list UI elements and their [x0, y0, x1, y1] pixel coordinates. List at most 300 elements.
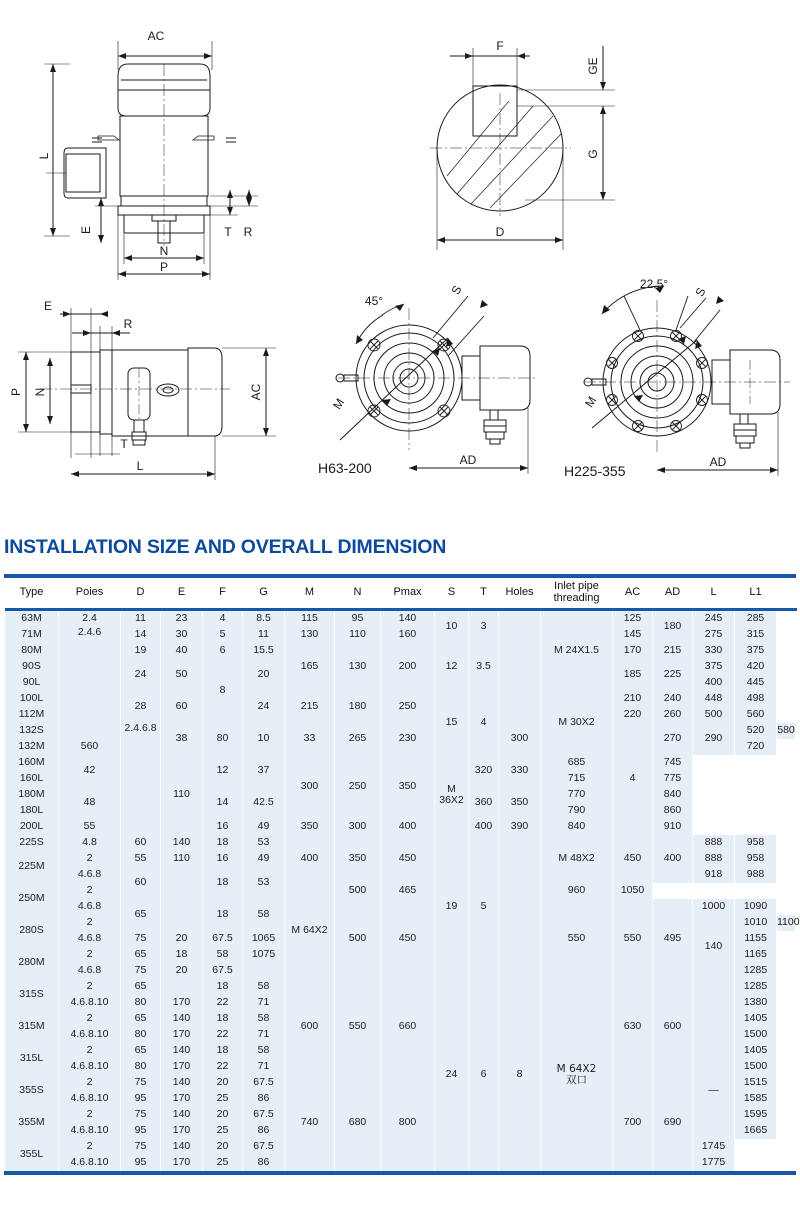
cell-type: 160M — [5, 755, 59, 771]
cell-d: 42 — [59, 755, 121, 787]
cell-l: 520 — [735, 723, 777, 739]
cell-poies: 2 — [59, 883, 121, 899]
cell-e — [161, 867, 203, 931]
cell-l: 960 — [541, 883, 613, 899]
cell-d: 55 — [59, 819, 121, 835]
cell-inlet: M 48X2 — [541, 835, 613, 883]
table-row — [5, 723, 796, 739]
col-header-inlet-pipe-threading — [541, 578, 613, 608]
cell-ad: 180 — [653, 611, 693, 643]
col-header-m: M — [285, 578, 335, 608]
cell-l1: 988 — [735, 867, 777, 883]
cell-g: 58 — [243, 899, 285, 931]
cell-g: 49 — [243, 819, 285, 835]
cell-d: 75 — [121, 963, 161, 979]
cell-d: 65 — [121, 899, 161, 931]
cell-type: 132S — [5, 723, 59, 739]
cell-g: 67.5 — [243, 1075, 285, 1091]
cell-l1: 775 — [653, 771, 693, 787]
col-header-poies: Poies — [59, 578, 121, 608]
cell-e: 110 — [161, 851, 203, 867]
dim-label-p: P — [159, 260, 169, 274]
cell-l1: 745 — [653, 755, 693, 771]
cell-d: 60 — [121, 835, 161, 851]
cell-g: 20 — [243, 659, 285, 691]
cell-g: 67.5 — [243, 1107, 285, 1123]
cell-l: 560 — [59, 739, 121, 755]
cell-d: 65 — [121, 1043, 161, 1059]
cell-f: 8 — [203, 659, 243, 723]
cell-poies: 4.6.8.10 — [59, 1091, 121, 1107]
cell-ac: 360 — [469, 787, 499, 819]
cell-pmax: 450 — [381, 835, 435, 883]
cell-pmax: 140 — [381, 611, 435, 627]
cell-e: 110 — [161, 755, 203, 835]
cell-e: 140 — [161, 1139, 203, 1155]
cell-l1: 910 — [653, 819, 693, 835]
cell-l: 400 — [693, 675, 735, 691]
cell-d: 65 — [121, 947, 161, 963]
cell-type: 355S — [5, 1075, 59, 1107]
cell-poies: 2 — [59, 947, 121, 963]
cell-d: 75 — [121, 1075, 161, 1091]
cell-l: 840 — [541, 819, 613, 835]
cell-l1: 285 — [735, 611, 777, 627]
dim-label-t2: T — [120, 437, 128, 451]
col-header-l: L — [693, 578, 735, 608]
cell-l — [693, 995, 735, 1011]
cell-poies: 2 — [59, 1011, 121, 1027]
flange-caption-h63-200: H63-200 — [318, 460, 372, 476]
cell-poies: 2.4.6.8 — [121, 723, 161, 835]
cell-poies: 2.4.6 — [59, 627, 121, 739]
cell-d: 28 — [121, 691, 161, 723]
cell-l1: 1155 — [735, 931, 777, 947]
cell-poies: 2 — [59, 851, 121, 867]
cell-ad: 400 — [653, 835, 693, 883]
cell-f: 22 — [203, 1027, 243, 1043]
cell-l1: 580 — [777, 723, 796, 739]
cell-e: 140 — [161, 1011, 203, 1027]
cell-t: 6 — [469, 979, 499, 1171]
cell-l1: 445 — [735, 675, 777, 691]
cell-n: 680 — [335, 1075, 381, 1171]
cell-f: 25 — [203, 1123, 243, 1139]
cell-g: 53 — [243, 835, 285, 851]
cell-e: 60 — [161, 691, 203, 723]
drawing-flange-h225-355 — [562, 278, 800, 493]
cell-g: 37 — [243, 755, 285, 787]
spec-table-body — [5, 611, 800, 1171]
col-header-e: E — [161, 578, 203, 608]
cell-g: 67.5 — [203, 931, 243, 947]
cell-ad: 330 — [499, 755, 541, 787]
cell-l — [693, 1027, 735, 1043]
drawing-flange-h63-200 — [312, 278, 562, 493]
cell-l1: 958 — [735, 835, 777, 851]
cell-l1: 1090 — [735, 899, 777, 915]
cell-l1: 1775 — [693, 1155, 735, 1171]
cell-type: 315L — [5, 1043, 59, 1075]
cell-holes — [499, 835, 541, 979]
cell-holes: 4 — [613, 723, 653, 835]
cell-g: 58 — [203, 947, 243, 963]
cell-poies: 2.4 — [59, 611, 121, 627]
cell-n: 450 — [381, 899, 435, 979]
cell-g: 58 — [243, 1011, 285, 1027]
cell-d: 19 — [121, 643, 161, 659]
cell-d: 95 — [121, 1091, 161, 1107]
cell-e — [161, 979, 203, 995]
cell-ad: 495 — [653, 899, 693, 979]
cell-l1: 375 — [735, 643, 777, 659]
col-header-type: Type — [5, 578, 59, 608]
cell-n: 550 — [335, 979, 381, 1075]
cell-m: 165 — [285, 643, 335, 691]
cell-poies: 4.6.8 — [59, 931, 121, 947]
cell-e: 30 — [161, 627, 203, 643]
cell-f: 20 — [203, 1107, 243, 1123]
cell-type: 180L — [5, 803, 59, 819]
cell-pmax: 800 — [381, 1075, 435, 1171]
dim-label-r2: R — [123, 317, 133, 331]
dim-label-ge: GE — [586, 57, 600, 75]
cell-f: 18 — [161, 947, 203, 963]
cell-t: 3 — [469, 611, 499, 643]
cell-l1: 1405 — [735, 1011, 777, 1027]
table-row — [5, 835, 796, 851]
cell-l1: 1500 — [735, 1059, 777, 1075]
cell-type: 71M — [5, 627, 59, 643]
cell-m: 500 — [335, 899, 381, 979]
cell-f: 18 — [203, 979, 243, 995]
cell-type: 160L — [5, 771, 59, 787]
cell-e: 170 — [161, 1027, 203, 1043]
cell-ac: 550 — [613, 899, 653, 979]
cell-d: 95 — [121, 1123, 161, 1139]
cell-g: 71 — [243, 1027, 285, 1043]
cell-pmax: 660 — [381, 979, 435, 1075]
dim-label-e2: E — [43, 299, 53, 313]
cell-s: 12 — [435, 643, 469, 691]
cell-n: 180 — [335, 691, 381, 723]
cell-l: — — [693, 1043, 735, 1139]
cell-e: 140 — [161, 1043, 203, 1059]
cell-l1: 720 — [735, 739, 777, 755]
cell-ac: 125 — [613, 611, 653, 627]
cell-type: 225S — [5, 835, 59, 851]
cell-poies: 2 — [59, 1043, 121, 1059]
cell-f: 4 — [203, 611, 243, 627]
cell-ac: 220 — [613, 707, 653, 723]
cell-type: 90L — [5, 675, 59, 691]
cell-poies: 2 — [59, 915, 121, 931]
cell-g: 8.5 — [243, 611, 285, 627]
cell-g: 33 — [285, 723, 335, 755]
cell-type: 250M — [5, 883, 59, 915]
cell-poies: 4.6.8 — [59, 899, 121, 915]
cell-type: 200L — [5, 819, 59, 835]
cell-type: 280S — [5, 915, 59, 947]
cell-f: 16 — [203, 819, 243, 835]
cell-poies: 2 — [59, 1139, 121, 1155]
dim-label-e: E — [79, 225, 93, 235]
spec-table-wrapper — [4, 574, 800, 1175]
cell-f: 18 — [203, 835, 243, 851]
cell-d: 75 — [121, 1107, 161, 1123]
dim-label-ad2: AD — [709, 455, 727, 469]
cell-pmax: 400 — [381, 819, 435, 835]
cell-poies: 4.6.8.10 — [59, 1155, 121, 1171]
cell-poies: 4.6.8.10 — [59, 1123, 121, 1139]
cell-ac: 145 — [613, 627, 653, 643]
cell-l1: 1100 — [777, 915, 796, 931]
cell-s: 19 — [435, 835, 469, 979]
cell-ad: 350 — [499, 787, 541, 819]
dim-label-s: S — [448, 283, 465, 297]
cell-pmax: 160 — [381, 627, 435, 643]
cell-d: 95 — [121, 1155, 161, 1171]
col-header-f: F — [203, 578, 243, 608]
col-header-d: D — [121, 578, 161, 608]
dim-label-ac: AC — [147, 29, 165, 43]
cell-g: 58 — [243, 979, 285, 995]
cell-ad: 390 — [499, 819, 541, 835]
cell-d: 24 — [121, 659, 161, 691]
cell-s: 10 — [435, 611, 469, 643]
cell-g: 11 — [243, 627, 285, 643]
table-bottom-rule — [4, 1171, 796, 1175]
drawing-front-view — [0, 8, 300, 288]
cell-n: 300 — [335, 819, 381, 835]
cell-l1: 315 — [735, 627, 777, 643]
col-header-ac: AC — [613, 578, 653, 608]
cell-l1: 498 — [735, 691, 777, 707]
cell-pmax: 300 — [499, 723, 541, 755]
cell-inlet — [541, 979, 613, 1171]
cell-f: 25 — [203, 1091, 243, 1107]
cell-m: 740 — [285, 1075, 335, 1171]
cell-d: 75 — [121, 931, 161, 947]
cell-m: 350 — [285, 819, 335, 835]
cell-d: 80 — [121, 1059, 161, 1075]
dim-label-l2: L — [136, 459, 144, 473]
table-row — [5, 899, 796, 915]
dim-label-n: N — [159, 244, 169, 258]
cell-d: 80 — [121, 1027, 161, 1043]
cell-l1: 1595 — [735, 1107, 777, 1123]
cell-d: 60 — [121, 867, 161, 899]
cell-e: 140 — [161, 1107, 203, 1123]
cell-f: 20 — [161, 931, 203, 947]
dim-label-d: D — [495, 225, 505, 239]
cell-inlet: M 36X2 — [435, 755, 469, 835]
col-header-inlet-line1: Inlet pipe — [554, 580, 599, 593]
cell-pmax: 350 — [381, 755, 435, 819]
cell-l: 275 — [693, 627, 735, 643]
cell-pmax: 550 — [541, 899, 613, 979]
cell-l1: 958 — [735, 851, 777, 867]
cell-m: 600 — [285, 979, 335, 1075]
cell-e: 170 — [161, 1155, 203, 1171]
inlet-last-line2: 双口 — [566, 1074, 587, 1086]
cell-type: 63M — [5, 611, 59, 627]
cell-l1: 1380 — [735, 995, 777, 1011]
cell-g: 71 — [243, 1059, 285, 1075]
cell-e: 80 — [203, 723, 243, 755]
cell-l: 918 — [693, 867, 735, 883]
cell-n: 350 — [335, 835, 381, 883]
cell-e: 23 — [161, 611, 203, 627]
cell-ac: 185 — [613, 659, 653, 691]
cell-n: 230 — [381, 723, 435, 755]
cell-poies: 4.6.8.10 — [59, 995, 121, 1011]
cell-g: 42.5 — [243, 787, 285, 819]
cell-g: 86 — [243, 1155, 285, 1171]
dim-label-m2: M — [582, 393, 600, 410]
cell-ad: 215 — [653, 643, 693, 659]
cell-type: 132M — [5, 739, 59, 755]
cell-l1: 420 — [735, 659, 777, 675]
col-header-holes: Holes — [499, 578, 541, 608]
cell-t: 4 — [469, 691, 499, 755]
cell-l: 448 — [693, 691, 735, 707]
cell-type: 80M — [5, 643, 59, 659]
cell-e: 40 — [161, 643, 203, 659]
dim-label-45deg: 45° — [364, 294, 384, 308]
cell-poies: 4.6.8 — [59, 963, 121, 979]
cell-m: 300 — [285, 755, 335, 819]
cell-f: 5 — [203, 627, 243, 643]
cell-l — [693, 979, 735, 995]
cell-ac: 170 — [613, 643, 653, 659]
table-row — [5, 691, 796, 707]
cell-l1: 1500 — [735, 1027, 777, 1043]
cell-n: 95 — [335, 611, 381, 627]
cell-l: 715 — [541, 771, 613, 787]
cell-e: 170 — [161, 1091, 203, 1107]
cell-e: 140 — [693, 915, 735, 979]
cell-f: 18 — [203, 899, 243, 931]
cell-holes — [499, 611, 541, 723]
cell-d: 65 — [121, 1011, 161, 1027]
cell-type: 90S — [5, 659, 59, 675]
drawing-shaft-section — [405, 18, 665, 278]
cell-l: 1065 — [243, 931, 285, 947]
cell-pmax: 200 — [381, 643, 435, 691]
cell-l: 1010 — [735, 915, 777, 931]
cell-g: 86 — [243, 1123, 285, 1139]
cell-l1: 840 — [653, 787, 693, 803]
cell-g: 67.5 — [203, 963, 243, 979]
cell-l — [243, 963, 285, 979]
cell-d: 80 — [121, 995, 161, 1011]
col-header-ad: AD — [653, 578, 693, 608]
dim-label-n2: N — [33, 387, 47, 397]
cell-f: 14 — [203, 787, 243, 819]
cell-l1: 1405 — [735, 1043, 777, 1059]
col-header-s: S — [435, 578, 469, 608]
cell-l: 330 — [693, 643, 735, 659]
cell-l — [693, 1011, 735, 1027]
cell-d: 11 — [121, 611, 161, 627]
cell-g: 49 — [243, 851, 285, 867]
cell-l1: 1745 — [693, 1139, 735, 1155]
cell-m: 400 — [285, 835, 335, 883]
cell-poies: 2 — [59, 1107, 121, 1123]
cell-l: 245 — [693, 611, 735, 627]
table-header-row — [5, 578, 796, 608]
cell-f: 22 — [203, 995, 243, 1011]
cell-f: 18 — [203, 1011, 243, 1027]
cell-poies: 2 — [59, 979, 121, 995]
dim-label-g: G — [586, 149, 600, 159]
cell-l: 375 — [693, 659, 735, 675]
cell-f: 20 — [203, 1075, 243, 1091]
cell-d: 55 — [121, 851, 161, 867]
cell-l: 1000 — [693, 899, 735, 915]
dim-label-m: M — [330, 395, 348, 412]
col-header-g: G — [243, 578, 285, 608]
cell-f: 20 — [161, 963, 203, 979]
cell-f: 18 — [203, 1043, 243, 1059]
dim-label-f: F — [496, 39, 504, 53]
dim-label-ac2: AC — [249, 383, 263, 401]
dim-label-p2: P — [9, 387, 23, 397]
cell-f: 25 — [203, 1155, 243, 1171]
cell-e: 50 — [161, 659, 203, 691]
dim-label-l: L — [37, 152, 51, 160]
cell-s: 24 — [435, 979, 469, 1171]
cell-type: 112M — [5, 707, 59, 723]
dim-label-t: T — [224, 225, 232, 239]
table-row — [5, 979, 796, 995]
col-header-t: T — [469, 578, 499, 608]
cell-ad: 290 — [693, 723, 735, 755]
cell-m: 115 — [285, 611, 335, 627]
cell-s: 15 — [435, 691, 469, 755]
col-header-n: N — [335, 578, 381, 608]
dim-label-225deg: 22.5° — [639, 278, 669, 291]
cell-e: 170 — [161, 1059, 203, 1075]
cell-d: 38 — [161, 723, 203, 755]
cell-type: 280M — [5, 947, 59, 979]
cell-l1: 1285 — [735, 963, 777, 979]
cell-ad: 260 — [653, 707, 693, 723]
cell-inlet: M 64X2 — [285, 883, 335, 979]
cell-inlet: M 30X2 — [541, 691, 613, 755]
cell-type: 225M — [5, 851, 59, 883]
cell-g: 58 — [243, 1043, 285, 1059]
cell-t: 5 — [469, 835, 499, 979]
cell-l1: 1285 — [735, 979, 777, 995]
cell-l1: 1165 — [735, 947, 777, 963]
cell-g: 53 — [243, 867, 285, 899]
cell-ad: 240 — [653, 691, 693, 707]
cell-g: 71 — [243, 995, 285, 1011]
cell-l: 685 — [541, 755, 613, 771]
cell-ad: 465 — [381, 883, 435, 899]
cell-ac: 500 — [335, 883, 381, 899]
spec-table — [4, 578, 800, 1171]
cell-l: 888 — [693, 835, 735, 851]
cell-ac: 450 — [613, 835, 653, 883]
cell-ac: 210 — [613, 691, 653, 707]
cell-n: 250 — [335, 755, 381, 819]
cell-pmax: 250 — [381, 691, 435, 723]
cell-ac: 700 — [613, 1075, 653, 1171]
cell-ad: 225 — [653, 659, 693, 691]
